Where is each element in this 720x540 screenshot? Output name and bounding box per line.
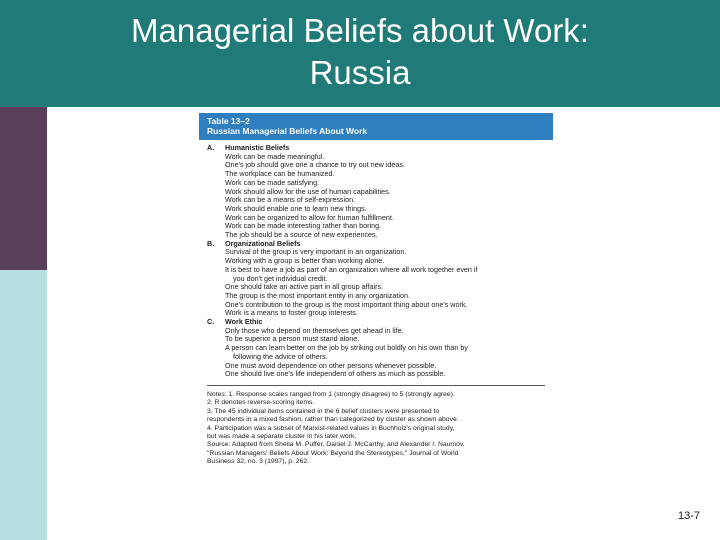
source-line: "Russian Managers' Beliefs About Work: Beyond the Stereotypes," Journal of World: [207, 449, 459, 457]
list-item: Survival of the group is very important in an organization.: [225, 247, 407, 257]
list-item: To be superior a person must stand alone.: [225, 334, 360, 344]
note-line: Notes: 1. Response scales ranged from 1 (strongly disagree) to 5 (strongly agree).: [207, 390, 455, 398]
list-item: Work is a means to foster group interests.: [225, 308, 358, 318]
table-notes: [207, 391, 545, 467]
list-item: One must avoid dependence on other persons whenever possible.: [225, 360, 437, 370]
list-item: The job should be a source of new experiences.: [225, 230, 378, 240]
source-line: Business 32, no. 3 (1997), p. 262.: [207, 458, 310, 466]
belief-table: [199, 113, 553, 528]
section-heading-a: A. Humanistic Beliefs: [207, 143, 290, 152]
note-line: 4. Participation was a subset of Marxist-related values in Buchholz's original study,: [207, 424, 455, 432]
list-item: Work can be made meaningful.: [225, 151, 325, 161]
side-accent-purple: [0, 107, 47, 270]
list-item: Work should allow for the use of human capabilities.: [225, 186, 391, 196]
list-item: The workplace can be humanized.: [225, 169, 335, 179]
source-line: Source: Adapted from Sheila M. Puffer, Daniel J. McCarthy, and Alexander I. Naumov,: [207, 441, 465, 449]
section-heading-b: B. Organizational Beliefs: [207, 238, 301, 248]
list-item: Work should enable one to learn new things.: [225, 203, 367, 213]
table-number: Table 13–2: [207, 116, 250, 126]
list-item: One should take an active part in all group affairs.: [225, 282, 384, 292]
page-number: 13-7: [678, 510, 701, 522]
table-header: [199, 113, 553, 140]
list-item: One's job should give one a chance to try out new ideas.: [225, 160, 405, 170]
list-item: The group is the most important entity in any organization.: [225, 290, 410, 300]
divider: [207, 385, 545, 386]
list-item: Work can be a means of self-expression.: [225, 195, 356, 205]
note-line: 2. R denotes reverse-scoring items.: [207, 399, 315, 407]
section-heading-c: C. Work Ethic: [207, 317, 263, 327]
list-item: Working with a group is better than working alone.: [225, 256, 385, 266]
list-item: you don't get individual credit.: [233, 273, 328, 283]
list-item: Work can be made satisfying.: [225, 177, 320, 187]
table-title: Russian Managerial Beliefs About Work: [207, 126, 368, 136]
slide-title-line-2: Russia: [309, 54, 411, 91]
side-accent-cyan: [0, 270, 47, 540]
slide-title-bar: [0, 0, 720, 107]
list-item: It is best to have a job as part of an organization where all work together even if: [225, 264, 478, 274]
table-body: [199, 140, 553, 467]
list-item: Work can be made interesting rather than boring.: [225, 221, 382, 231]
note-line: respondents in a mixed fashion, rather than categorized by cluster as shown above.: [207, 416, 459, 424]
list-item: Work can be organized to allow for human fulfillment.: [225, 212, 394, 222]
list-item: Only those who depend on themselves get ahead in life.: [225, 325, 404, 335]
slide-title-line-1: Managerial Beliefs about Work:: [131, 12, 589, 49]
note-line: 3. The 45 individual items contained in the 6 belief clusters were presented to: [207, 407, 440, 415]
list-item: A person can learn better on the job by striking out boldly on his own than by: [225, 343, 468, 353]
list-item: One's contribution to the group is the most important thing about one's work.: [225, 299, 468, 309]
note-line: but was made a separate cluster in his later work.: [207, 433, 357, 441]
list-item: One should live one's life independent of others as much as possible.: [225, 369, 446, 379]
list-item: following the advice of others.: [233, 351, 328, 361]
